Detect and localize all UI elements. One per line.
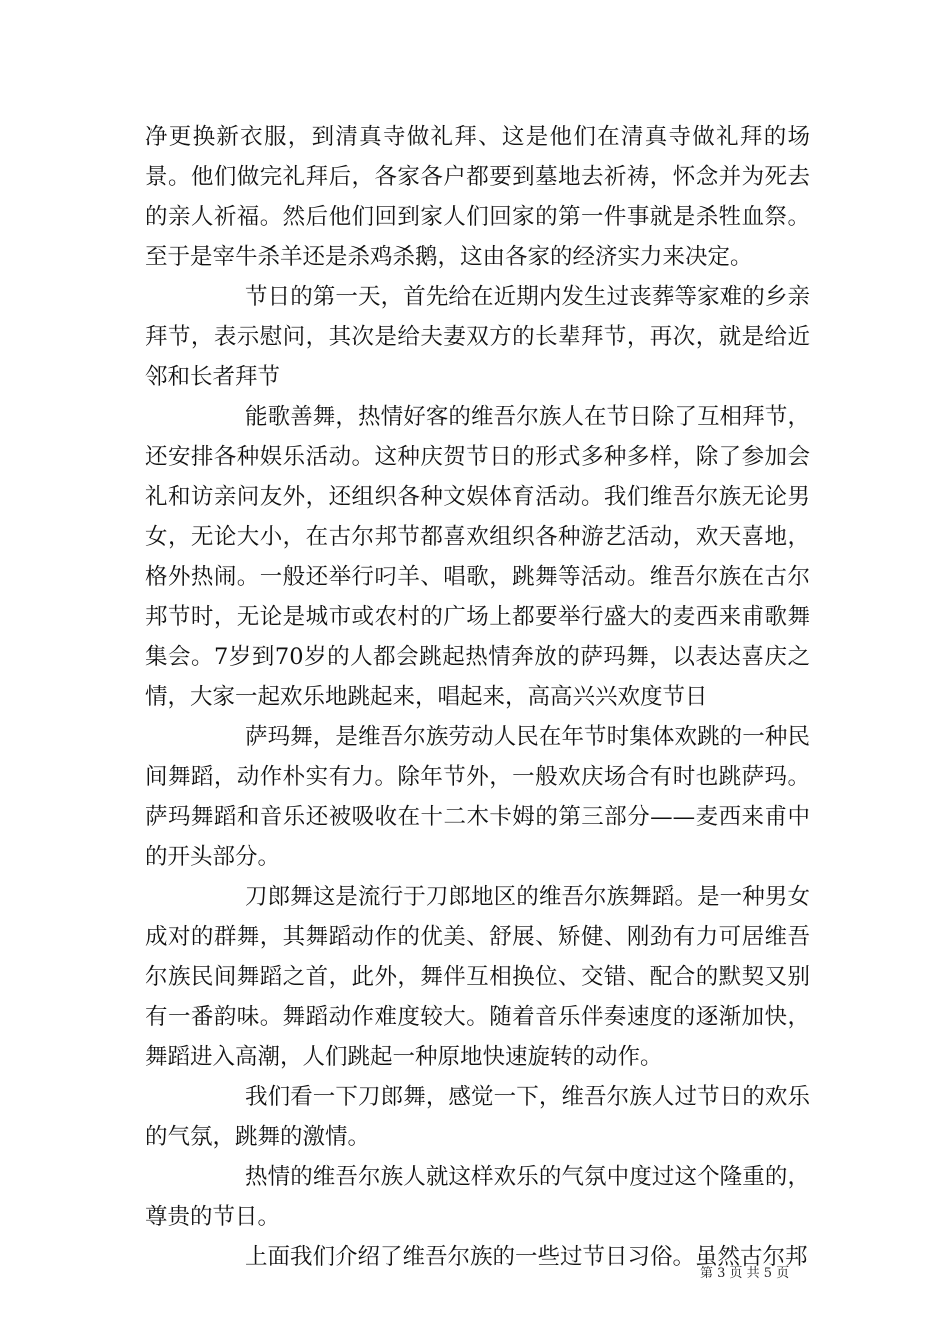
paragraph-2: 节日的第一天，首先给在近期内发生过丧葬等家难的乡亲拜节，表示慰问，其次是给夫妻双方的长辈拜节，再次，就是给近邻和长者拜节 xyxy=(145,284,810,390)
page-number-footer: 第 3 页 共 5 页 xyxy=(700,1266,790,1281)
document-body xyxy=(145,117,810,1277)
paragraph-6: 我们看一下刀郎舞，感觉一下，维吾尔族人过节日的欢乐的气氛，跳舞的激情。 xyxy=(145,1084,810,1150)
paragraph-5: 刀郎舞这是流行于刀郎地区的维吾尔族舞蹈。是一种男女成对的群舞，其舞蹈动作的优美、舒展、矫健、刚劲有力可居维吾尔族民间舞蹈之首，此外，舞伴互相换位、交错、配合的默契又别有一番韵味。舞蹈动作难度较大。随着音乐伴奏速度的逐渐加快，舞蹈进入高潮，人们跳起一种原地快速旋转的动作。 xyxy=(145,884,810,1070)
paragraph-4: 萨玛舞，是维吾尔族劳动人民在年节时集体欢跳的一种民间舞蹈，动作朴实有力。除年节外，一般欢庆场合有时也跳萨玛。萨玛舞蹈和音乐还被吸收在十二木卡姆的第三部分——麦西来甫中的开头部分。 xyxy=(145,724,810,870)
paragraph-8: 上面我们介绍了维吾尔族的一些过节日习俗。虽然古尔邦 xyxy=(245,1244,808,1270)
paragraph-1: 净更换新衣服，到清真寺做礼拜、这是他们在清真寺做礼拜的场景。他们做完礼拜后，各家各户都要到墓地去祈祷，怀念并为死去的亲人祈福。然后他们回到家人们回家的第一件事就是杀牲血祭。至于是宰牛杀羊还是杀鸡杀鹅，这由各家的经济实力来决定。 xyxy=(145,124,810,270)
paragraph-3: 能歌善舞，热情好客的维吾尔族人在节日除了互相拜节，还安排各种娱乐活动。这种庆贺节日的形式多种多样，除了参加会礼和访亲问友外，还组织各种文娱体育活动。我们维吾尔族无论男女，无论大小，在古尔邦节都喜欢组织各种游艺活动，欢天喜地，格外热闹。一般还举行叼羊、唱歌，跳舞等活动。维吾尔族在古尔邦节时，无论是城市或农村的广场上都要举行盛大的麦西来甫歌舞集会。7岁到70岁的人都会跳起热情奔放的萨玛舞，以表达喜庆之情，大家一起欢乐地跳起来，唱起来，高高兴兴欢度节日 xyxy=(145,404,810,710)
paragraph-7: 热情的维吾尔族人就这样欢乐的气氛中度过这个隆重的，尊贵的节日。 xyxy=(145,1164,810,1230)
